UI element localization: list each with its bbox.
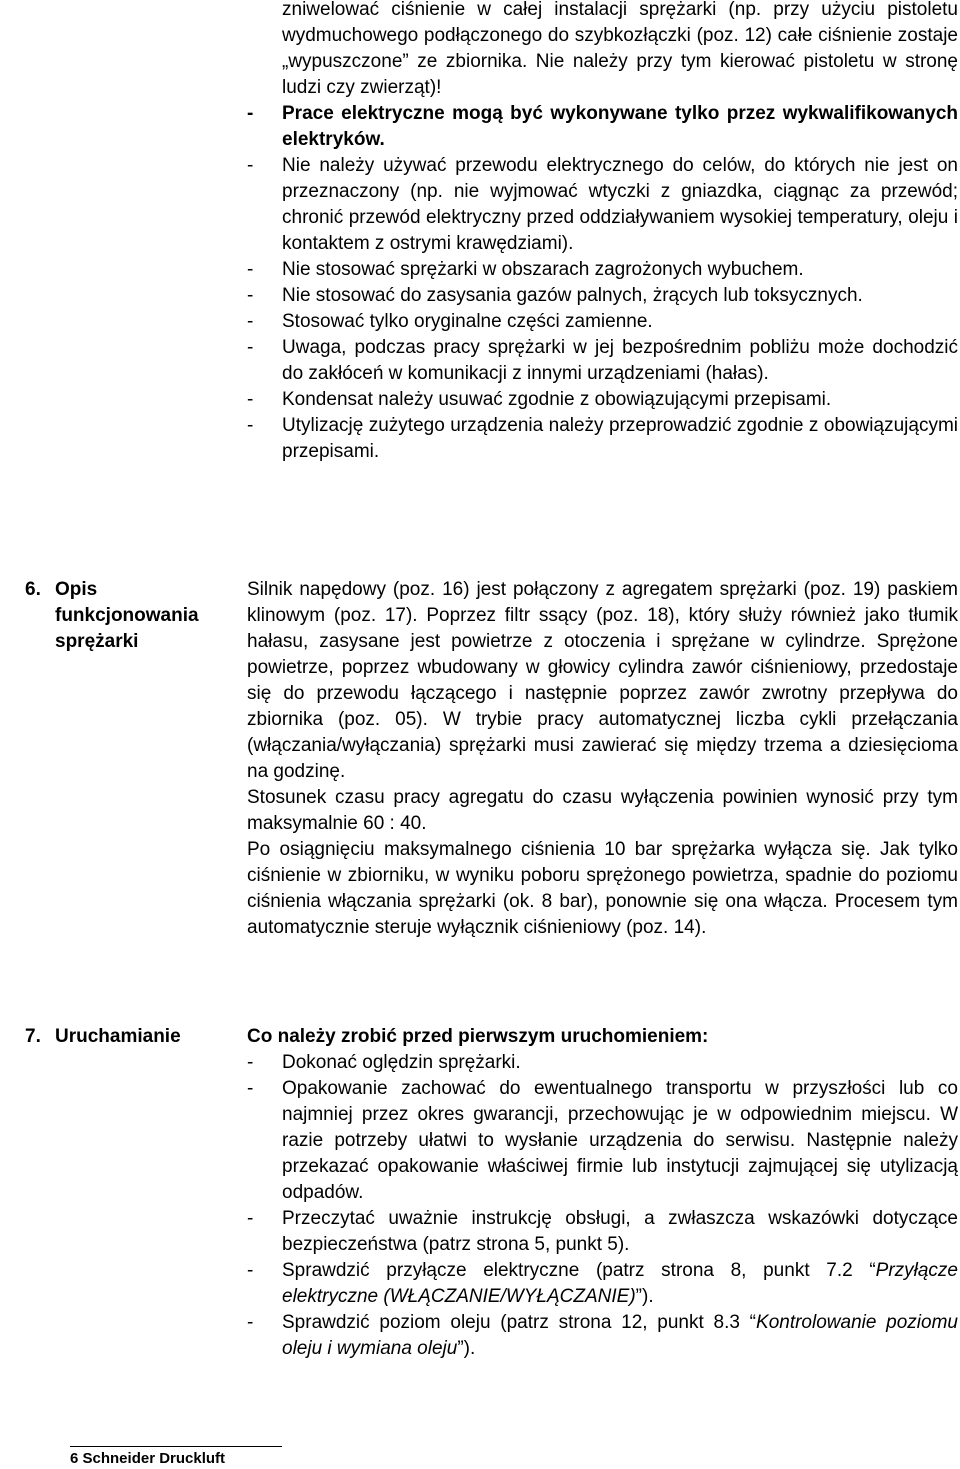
page-footer: 6 Schneider Druckluft	[70, 1450, 226, 1467]
bullet-check-electrical: - Sprawdzić przyłącze elektryczne (patrz strona 8, punkt 7.2 “Przyłącze elektryczne (WŁĄCZANIE/WYŁĄCZANIE)”).	[247, 1260, 958, 1307]
bullet-check-oil: - Sprawdzić poziom oleju (patrz strona 12, punkt 8.3 “Kontrolowanie poziomu oleju i wymiana oleju”).	[247, 1312, 958, 1359]
bullet-packaging: - Opakowanie zachować do ewentualnego transportu w przyszłości lub co najmniej przez okres gwarancji, przechowując je w odpowiednim miejscu. W razie potrzeby ułatwi to wysłanie urządzenia do serwisu. Następnie należy przekazać opakowanie właściwej firmie lub instytucji zajmującej się utylizacją odpadów.	[247, 1078, 958, 1203]
bullet-power-cord: - Nie należy używać przewodu elektrycznego do celów, do których nie jest on przeznaczony (np. nie wyjmować wtyczki z gniazdka, ciągnąc za przewód; chronić przewód elektryczny przed oddziaływaniem wysokiej temperatury, oleju i kontaktem z ostrymi krawędziami).	[247, 155, 958, 254]
continuation-text: zniwelować ciśnienie w całej instalacji sprężarki (np. przy użyciu pistoletu wydmuchowego podłączonego do szybkozłączki (poz. 12) całe ciśnienie zostaje „wypuszczone” ze zbiornika. Nie należy przy tym kierować pistoletu w stronę ludzi czy zwierząt)!	[282, 0, 958, 98]
section-6-paragraph: Stosunek czasu pracy agregatu do czasu wyłączenia powinien wynosić przy tym maksymalnie 60 : 40.	[247, 787, 958, 834]
bullet-flammable-gases: - Nie stosować do zasysania gazów palnych, żrących lub toksycznych.	[247, 285, 863, 306]
bullet-explosion-areas: - Nie stosować sprężarki w obszarach zagrożonych wybuchem.	[247, 259, 804, 280]
section-7-title: Uruchamianie	[55, 1026, 181, 1047]
section-6-paragraph: Silnik napędowy (poz. 16) jest połączony z agregatem sprężarki (poz. 19) paskiem klinowym (poz. 17). Poprzez filtr ssący (poz. 18), który służy również jako tłumik hałasu, zasysane jest powietrze z otoczenia i sprężane w cylindrze. Sprężone powietrze, poprzez wbudowany w głowicy cylindra zawór ciśnieniowy, przedostaje się do przewodu łączącego i następnie poprzez zawór zwrotny przepływa do zbiornika (poz. 05). W trybie pracy automatycznej liczba cykli przełączania (włączania/wyłączania) sprężarki musi zawierać się między trzema a dziesięcioma na godzinę.	[247, 579, 958, 782]
section-6-number: 6.	[25, 579, 41, 600]
bullet-electrical-work: - Prace elektryczne mogą być wykonywane tylko przez wykwalifikowanych elektryków.	[247, 103, 958, 150]
section-6-body	[247, 577, 958, 941]
section-7-subheading: Co należy zrobić przed pierwszym uruchomieniem:	[247, 1026, 709, 1047]
bullet-disposal: - Utylizację zużytego urządzenia należy przeprowadzić zgodnie z obowiązującymi przepisami.	[247, 415, 958, 462]
bullet-inspect: - Dokonać oględzin sprężarki.	[247, 1052, 521, 1073]
footer-rule	[70, 1446, 282, 1447]
section-7-number: 7.	[25, 1026, 41, 1047]
bullet-original-parts: - Stosować tylko oryginalne części zamienne.	[247, 311, 653, 332]
section-6-title: Opis funkcjonowania sprężarki	[55, 579, 199, 652]
section-7-body	[247, 1024, 958, 1362]
section-6-paragraph: Po osiągnięciu maksymalnego ciśnienia 10 bar sprężarka wyłącza się. Jak tylko ciśnienie w zbiorniku, w wyniku poboru sprężonego powietrza, spadnie do poziomu ciśnienia włączania sprężarki (ok. 8 bar), ponownie się ona włącza. Procesem tym automatycznie steruje wyłącznik ciśnieniowy (poz. 14).	[247, 839, 958, 938]
bullet-read-manual: - Przeczytać uważnie instrukcję obsługi, a zwłaszcza wskazówki dotyczące bezpieczeństwa (patrz strona 5, punkt 5).	[247, 1208, 958, 1255]
bullet-condensate: - Kondensat należy usuwać zgodnie z obowiązującymi przepisami.	[247, 389, 832, 410]
bullet-interference: - Uwaga, podczas pracy sprężarki w jej bezpośrednim pobliżu może dochodzić do zakłóceń w komunikacji z innymi urządzeniami (hałas).	[247, 337, 958, 384]
safety-continuation-block	[247, 0, 958, 465]
